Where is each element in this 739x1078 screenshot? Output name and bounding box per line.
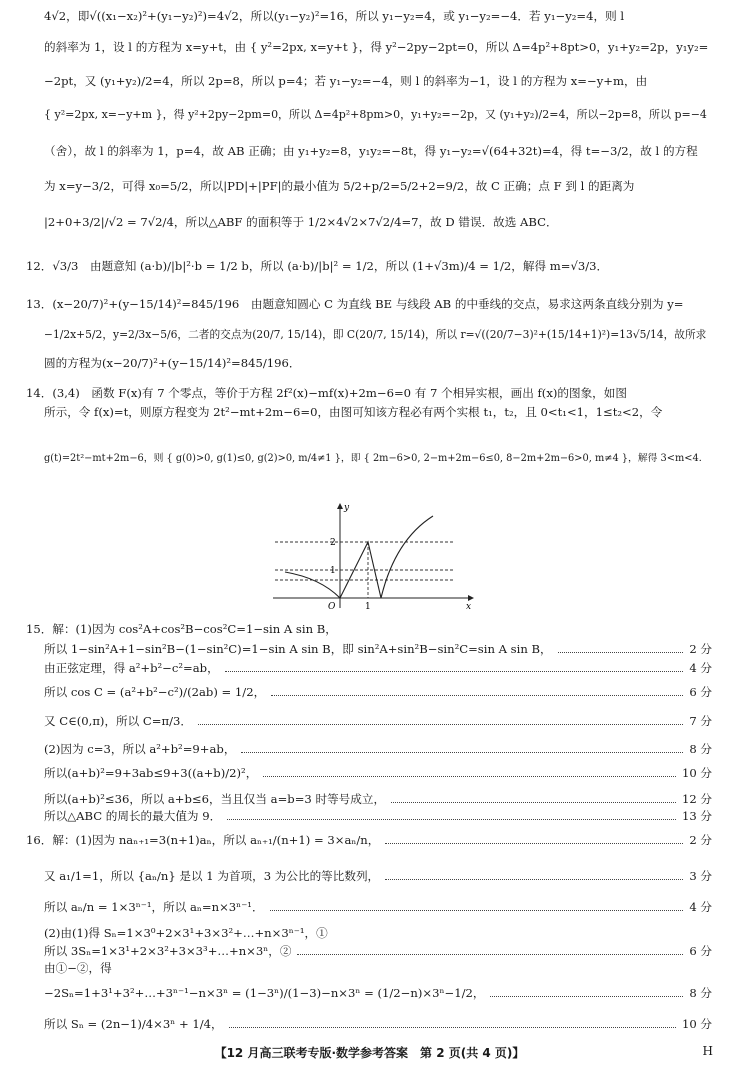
function-graph	[265, 500, 477, 612]
dotted-leader	[263, 776, 676, 777]
solution-line: 由①−②，得	[44, 961, 112, 975]
dotted-leader	[385, 879, 683, 880]
score-label: 3 分	[689, 869, 712, 883]
x-axis-label: x	[466, 602, 472, 612]
solution-line: (2)因为 c=3，所以 a²+b²=9+ab，	[44, 742, 236, 756]
solution-line: 又 C∈(0,π)，所以 C=π/3．	[44, 714, 193, 728]
dotted-leader	[271, 695, 683, 696]
problem-12-answer: 12．√3/3 由题意知 (a·b)/|b|²·b = 1/2 b，所以 (a·b)/|b|² = 1/2，所以 (1+√3m)/4 = 1/2，解得 m=√3/3．	[26, 259, 609, 273]
text-line: 的斜率为 1，设 l 的方程为 x=y+t，由 { y²=2px, x=y+t }，得 y²−2py−2pt=0，所以 Δ=4p²+8pt>0，y₁+y₂=2p，y₁y₂=	[44, 40, 709, 54]
solution-line: 所以(a+b)²=9+3ab≤9+3((a+b)/2)²，	[44, 766, 258, 780]
score-label: 2 分	[689, 833, 712, 847]
dotted-leader	[241, 752, 683, 753]
text-line: 13．(x−20/7)²+(y−15/14)²=845/196 由题意知圆心 C 为直线 BE 与线段 AB 的中垂线的交点，易求这两条直线分别为 y=	[26, 297, 684, 311]
solution-line: 又 a₁/1=1，所以 {aₙ/n} 是以 1 为首项，3 为公比的等比数列，	[44, 869, 380, 883]
text-line: 为 x=y−3/2，可得 x₀=5/2，所以|PD|+|PF|的最小值为 5/2+p/2=5/2+2=9/2，故 C 正确；点 F 到 l 的距离为	[44, 179, 635, 193]
text-line: 14．(3,4) 函数 F(x)有 7 个零点，等价于方程 2f²(x)−mf(x)+2m−6=0 有 7 个相异实根，画出 f(x)的图象，如图	[26, 386, 627, 400]
solution-line: 所以 Sₙ = (2n−1)/4×3ⁿ + 1/4，	[44, 1017, 223, 1031]
text-line: 圆的方程为(x−20/7)²+(y−15/14)²=845/196．	[44, 356, 301, 370]
score-label: 2 分	[689, 642, 712, 656]
solution-line: 所以 3Sₙ=1×3¹+2×3²+3×3³+…+n×3ⁿ，②	[44, 944, 292, 958]
tick-label: 1	[330, 566, 336, 576]
page-footer-code: H	[702, 1044, 713, 1058]
score-label: 12 分	[681, 792, 712, 806]
text-line: 所示，令 f(x)=t，则原方程变为 2t²−mt+2m−6=0，由图可知该方程必有两个实根 t₁，t₂，且 0<t₁<1，1≤t₂<2，令	[44, 405, 663, 419]
dotted-leader	[558, 652, 683, 653]
solution-line: 所以△ABC 的周长的最大值为 9．	[44, 809, 222, 823]
tick-label: 1	[365, 602, 371, 612]
text-line: { y²=2px, x=−y+m }，得 y²+2py−2pm=0，所以 Δ=4p²+8pm>0，y₁+y₂=−2p，又 (y₁+y₂)/2=4，所以−2p=8，所以 p=−4	[44, 108, 707, 121]
score-label: 10 分	[681, 1017, 712, 1031]
page-footer: 【12 月高三联考专版·数学参考答案 第 2 页(共 4 页)】	[214, 1046, 525, 1060]
dotted-leader	[227, 819, 676, 820]
text-line: （舍），故 l 的斜率为 1，p=4，故 AB 正确；由 y₁+y₂=8，y₁y₂=−8t，得 y₁−y₂=√(64+32t)=4，得 t=−3/2，故 l 的方程	[44, 144, 698, 158]
origin-label: O	[328, 602, 336, 612]
dotted-leader	[385, 843, 683, 844]
dotted-leader	[225, 671, 683, 672]
solution-line: 所以(a+b)²≤36，所以 a+b≤6，当且仅当 a=b=3 时等号成立，	[44, 792, 386, 806]
dotted-leader	[270, 910, 683, 911]
score-label: 8 分	[689, 742, 712, 756]
score-label: 7 分	[689, 714, 712, 728]
dotted-leader	[229, 1027, 676, 1028]
text-line: 4√2，即√((x₁−x₂)²+(y₁−y₂)²)=4√2，所以(y₁−y₂)²=16，所以 y₁−y₂=4，或 y₁−y₂=−4．若 y₁−y₂=4，则 l	[44, 9, 625, 23]
score-label: 8 分	[689, 986, 712, 1000]
text-line: −2pt，又 (y₁+y₂)/2=4，所以 2p=8，所以 p=4；若 y₁−y₂=−4，则 l 的斜率为−1，设 l 的方程为 x=−y+m，由	[44, 74, 648, 88]
graph-curve	[381, 516, 433, 598]
dotted-leader	[297, 954, 683, 955]
solution-line: 由正弦定理，得 a²+b²−c²=ab，	[44, 661, 219, 675]
dotted-leader	[490, 996, 683, 997]
y-axis-label: y	[344, 503, 350, 513]
solution-line: 所以 1−sin²A+1−sin²B−(1−sin²C)=1−sin A sin B，即 sin²A+sin²B−sin²C=sin A sin B，	[44, 642, 552, 656]
score-label: 10 分	[681, 766, 712, 780]
solution-line: 所以 aₙ/n = 1×3ⁿ⁻¹，所以 aₙ=n×3ⁿ⁻¹．	[44, 900, 264, 914]
score-label: 4 分	[689, 661, 712, 675]
solution-line: (2)由(1)得 Sₙ=1×3⁰+2×3¹+3×3²+…+n×3ⁿ⁻¹，①	[44, 926, 328, 940]
text-line: |2+0+3/2|/√2 = 7√2/4，所以△ABF 的面积等于 1/2×4√2×7√2/4=7，故 D 错误．故选 ABC．	[44, 215, 558, 229]
solution-line: −2Sₙ=1+3¹+3²+…+3ⁿ⁻¹−n×3ⁿ = (1−3ⁿ)/(1−3)−n×3ⁿ = (1/2−n)×3ⁿ−1/2，	[44, 986, 485, 1000]
score-label: 6 分	[689, 944, 712, 958]
text-line: g(t)=2t²−mt+2m−6，则 { g(0)>0, g(1)≤0, g(2)>0, m/4≠1 }，即 { 2m−6>0, 2−m+2m−6≤0, 8−2m+2m−6>0, m≠4 }，解得 3<m<4．	[44, 453, 709, 464]
dotted-leader	[198, 724, 683, 725]
solution-line: 15．解：(1)因为 cos²A+cos²B−cos²C=1−sin A sin B，	[26, 622, 337, 636]
score-label: 6 分	[689, 685, 712, 699]
dotted-leader	[391, 802, 676, 803]
score-label: 4 分	[689, 900, 712, 914]
solution-line: 16．解：(1)因为 naₙ₊₁=3(n+1)aₙ，所以 aₙ₊₁/(n+1) = 3×aₙ/n，	[26, 833, 380, 847]
score-label: 13 分	[681, 809, 712, 823]
tick-label: 2	[330, 538, 336, 548]
text-line: −1/2x+5/2，y=2/3x−5/6，二者的交点为(20/7, 15/14)，即 C(20/7, 15/14)，所以 r=√((20/7−3)²+(15/14+1)²)=13√5/14，故所求	[44, 328, 707, 341]
solution-line: 所以 cos C = (a²+b²−c²)/(2ab) = 1/2，	[44, 685, 266, 699]
